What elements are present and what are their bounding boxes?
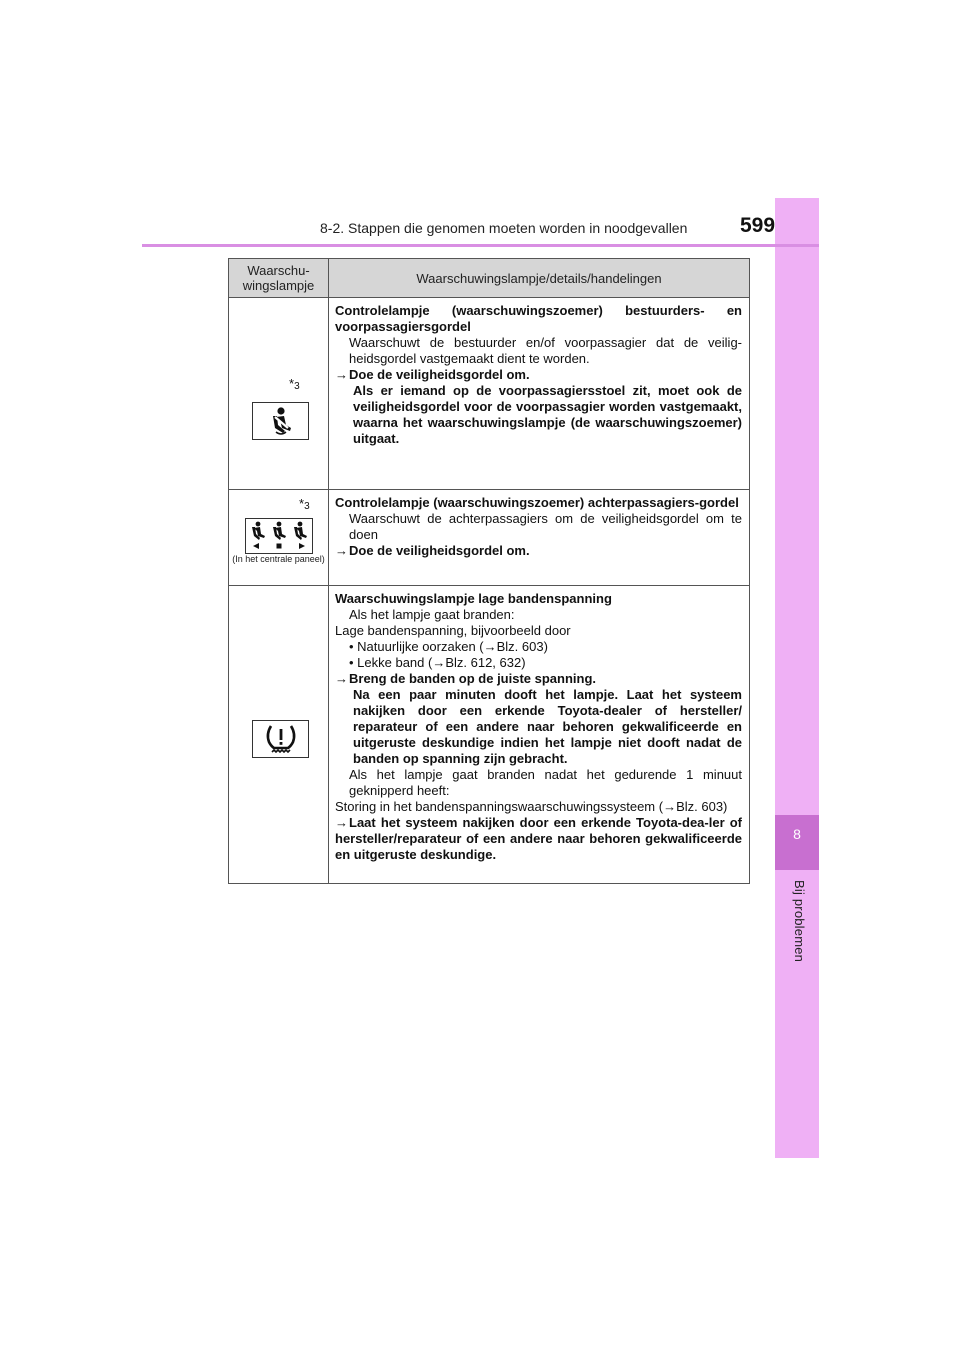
icon-cell — [229, 586, 329, 884]
light-description: Waarschuwt de bestuurder en/of voorpassagier dat de veilig-heidsgordel vastgemaakt dient te worden. — [349, 335, 742, 366]
arrow-icon: → — [335, 367, 348, 382]
tire-pressure-warning-icon — [252, 720, 309, 758]
chapter-number: 8 — [793, 826, 801, 842]
condition-text: Als het lampje gaat branden nadat het gedurende 1 minuut geknipperd heeft: — [349, 767, 742, 798]
table-row — [229, 586, 750, 884]
action-text: Doe de veiligheidsgordel om. — [349, 367, 530, 382]
icon-cell — [229, 298, 329, 490]
table-header-row — [229, 259, 750, 298]
light-title: Controlelampje (waarschuwingszoemer) bestuurders- en voorpassagiersgordel — [335, 303, 742, 334]
rear-seatbelt-warning-icon — [245, 518, 313, 554]
details-cell — [329, 298, 750, 490]
action-text: Laat het systeem nakijken door een erkende Toyota-dea-ler of hersteller/reparateur of een andere naar behoren gekwalificeerde en uitgeruste deskundige. — [335, 815, 742, 862]
list-item: • Lekke band (→Blz. 612, 632) — [349, 655, 526, 670]
chapter-number-block — [775, 815, 819, 870]
cause-text: Storing in het bandenspanningswaarschuwingssysteem (→Blz. 603) — [335, 799, 728, 814]
section-title: 8-2. Stappen die genomen moeten worden in noodgevallen — [320, 220, 688, 236]
header-rule — [142, 244, 819, 247]
details-cell — [329, 586, 750, 884]
light-description: Waarschuwt de achterpassagiers om de veiligheidsgordel om te doen — [349, 511, 742, 542]
seatbelt-warning-icon — [252, 402, 309, 440]
arrow-icon: → — [335, 815, 348, 830]
icon-cell — [229, 490, 329, 586]
condition-text: Als het lampje gaat branden: — [349, 607, 515, 622]
column-header-light: Waarschu- wingslampje — [229, 259, 329, 298]
action-text: Breng de banden op de juiste spanning. — [349, 671, 597, 686]
details-cell — [329, 490, 750, 586]
arrow-icon: → — [335, 543, 348, 558]
chapter-side-tab — [775, 198, 819, 1158]
table-row — [229, 298, 750, 490]
page-number: 599 — [740, 214, 776, 237]
action-text: Doe de veiligheidsgordel om. — [349, 543, 530, 558]
icon-caption: (In het centrale paneel) — [232, 554, 325, 564]
light-title: Waarschuwingslampje lage bandenspanning — [335, 591, 612, 606]
light-title: Controlelampje (waarschuwingszoemer) achterpassagiers-gordel — [335, 495, 739, 510]
action-detail: Als er iemand op de voorpassagiersstoel zit, moet ook de veiligheidsgordel voor de voorpassagier worden vastgemaakt, waarna het waarschuwingslampje (de waarschuwingszoemer) uitgaat. — [353, 383, 742, 446]
warning-lights-table — [228, 258, 750, 884]
footnote-marker: $*_3$ — [299, 496, 310, 512]
chapter-label: Bij problemen — [792, 880, 807, 963]
arrow-icon: → — [335, 671, 348, 686]
list-item: • Natuurlijke oorzaken (→Blz. 603) — [349, 639, 548, 654]
cause-text: Lage bandenspanning, bijvoorbeeld door — [335, 623, 571, 638]
column-header-details: Waarschuwingslampje/details/handelingen — [329, 259, 750, 298]
table-row — [229, 490, 750, 586]
action-detail: Na een paar minuten dooft het lampje. Laat het systeem nakijken door een erkende Toyota-dealer of hersteller/ reparateur of een andere naar behoren gekwalificeerde en uitgeruste deskundige indien het lampje niet dooft nadat de banden op spanning zijn gebracht. — [353, 687, 742, 766]
footnote-marker: $*_3$ — [289, 376, 300, 392]
